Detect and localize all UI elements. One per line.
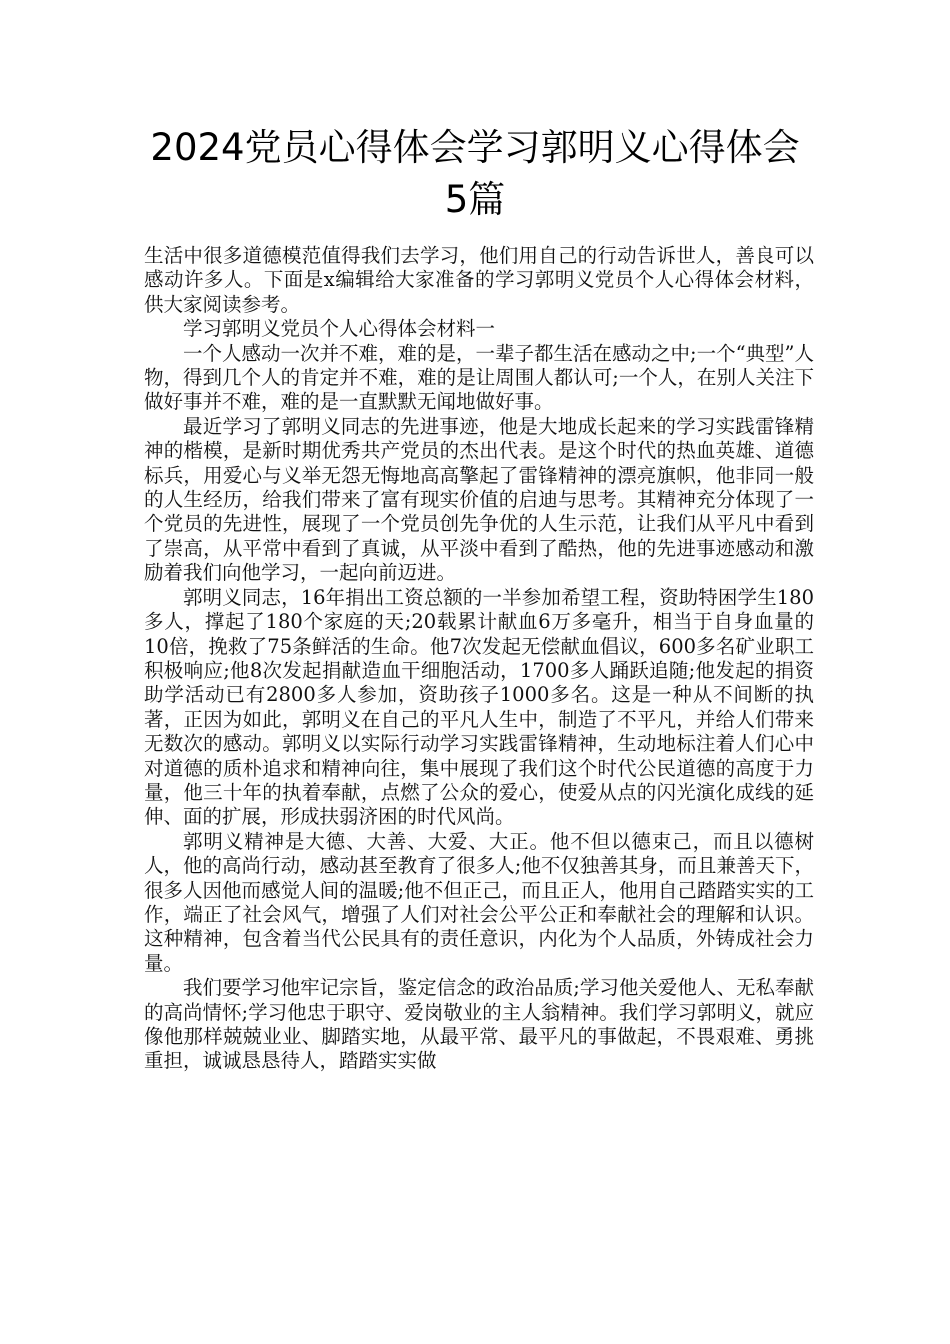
title-line-2: 5篇 — [444, 178, 506, 221]
document-title — [100, 122, 850, 226]
body-paragraph: 一个人感动一次并不难，难的是，一辈子都生活在感动之中;一个“典型”人物，得到几个人的肯定并不难，难的是让周围人都认可;一个人，在别人关注下做好事并不难，难的是一直默默无闻地做好事。 — [144, 341, 815, 414]
section-heading: 学习郭明义党员个人心得体会材料一 — [183, 317, 496, 341]
intro-paragraph: 生活中很多道德模范值得我们去学习，他们用自己的行动告诉世人，善良可以感动许多人。下面是x编辑给大家准备的学习郭明义党员个人心得体会材料，供大家阅读参考。 — [144, 244, 814, 316]
body-paragraph: 我们要学习他牢记宗旨，鉴定信念的政治品质;学习他关爱他人、无私奉献的高尚情怀;学习他忠于职守、爱岗敬业的主人翁精神。我们学习郭明义，就应像他那样兢兢业业、脚踏实地，从最平常、最平凡的事做起，不畏艰难、勇挑重担，诚诚恳恳待人，踏踏实实做 — [144, 976, 814, 1073]
title-line-1: 2024党员心得体会学习郭明义心得体会 — [150, 126, 800, 169]
body-paragraph: 郭明义精神是大德、大善、大爱、大正。他不但以德束己，而且以德树人，他的高尚行动，感动甚至教育了很多人;他不仅独善其身，而且兼善天下，很多人因他而感觉人间的温暖;他不但正己，而且正人，他用自己踏踏实实的工作，端正了社会风气，增强了人们对社会公平公正和奉献社会的理解和认识。这种精神，包含着当代公民具有的责任意识，内化为个人品质，外铸成社会力量。 — [144, 829, 814, 975]
document-body — [144, 244, 814, 1074]
body-paragraph: 郭明义同志，16年捐出工资总额的一半参加希望工程，资助特困学生180多人，撑起了180个家庭的天;20载累计献血6万多毫升，相当于自身血量的10倍，挽救了75条鲜活的生命。他7次发起无偿献血倡议，600多名矿业职工积极响应;他8次发起捐献造血干细胞活动，1700多人踊跃追随;他发起的捐资助学活动已有2800多人参加，资助孩子1000多名。这是一种从不间断的执著，正因为如此，郭明义在自己的平凡人生中，制造了不平凡，并给人们带来无数次的感动。郭明义以实际行动学习实践雷锋精神，生动地标注着人们心中对道德的质朴追求和精神向往，集中展现了我们这个时代公民道德的高度于力量，他三十年的执着奉献，点燃了公众的爱心，使爱从点的闪光演化成线的延伸、面的扩展，形成扶弱济困的时代风尚。 — [144, 585, 814, 829]
body-paragraph: 最近学习了郭明义同志的先进事迹，他是大地成长起来的学习实践雷锋精神的楷模，是新时期优秀共产党员的杰出代表。是这个时代的热血英雄、道德标兵，用爱心与义举无怨无悔地高高擎起了雷锋精神的漂亮旗帜，他非同一般的人生经历，给我们带来了富有现实价值的启迪与思考。其精神充分体现了一个党员的先进性，展现了一个党员创先争优的人生示范，让我们从平凡中看到了崇高，从平常中看到了真诚，从平淡中看到了酷热，他的先进事迹感动和激励着我们向他学习，一起向前迈进。 — [144, 414, 814, 585]
